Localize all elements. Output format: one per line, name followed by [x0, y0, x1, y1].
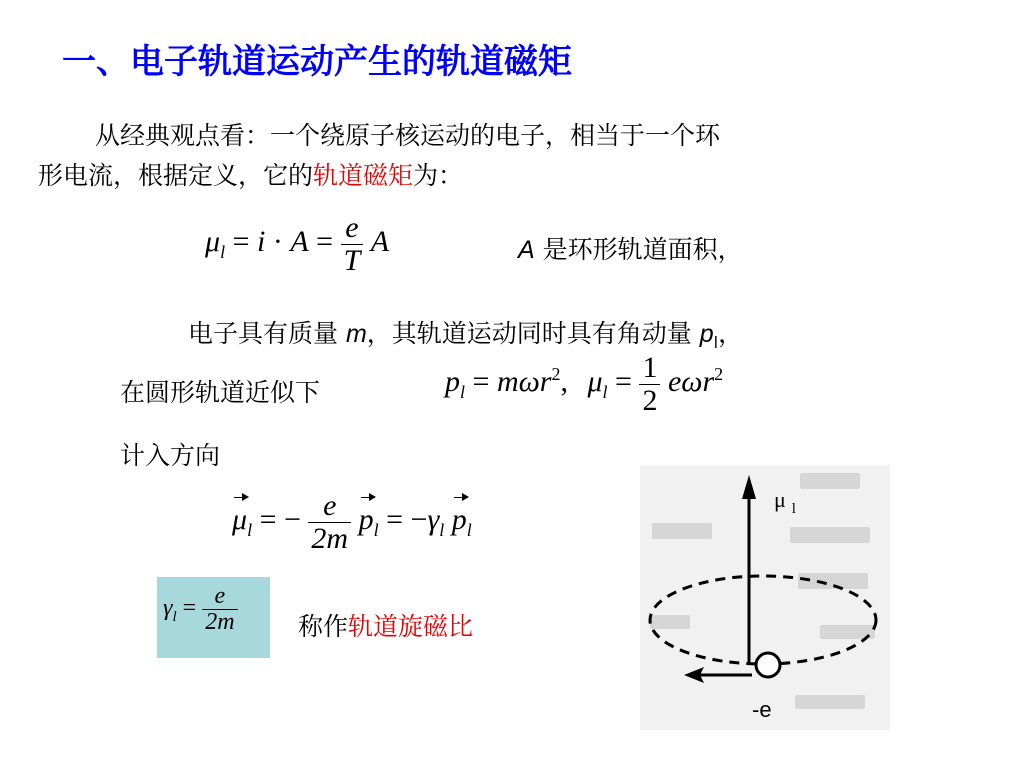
square-exponent: 2: [551, 363, 561, 384]
square-exponent: 2: [714, 363, 724, 384]
fraction-denominator: 2m: [311, 521, 349, 555]
charge-label: -e: [752, 697, 772, 722]
fraction-denominator: 2m: [205, 609, 235, 636]
fraction-denominator: T: [343, 243, 361, 277]
subscript-l: l: [602, 381, 608, 402]
subscript-l: l: [247, 519, 253, 540]
fraction-numerator: 1: [639, 352, 660, 385]
one-half-fraction: [639, 352, 660, 416]
area-note-text: 是环形轨道面积，: [534, 235, 743, 264]
current-symbol: i: [257, 224, 266, 258]
mass-symbol: m: [345, 320, 367, 348]
scan-background: [640, 465, 890, 730]
momentum-subscript: l: [713, 333, 719, 352]
caption-prefix: 称作: [298, 612, 349, 641]
circular-orbit-equations: [445, 352, 723, 416]
mass-sentence-middle: ，其轨道运动同时具有角动量: [366, 319, 700, 348]
e-over-T-fraction: [341, 212, 364, 276]
fraction-numerator: e: [341, 212, 364, 245]
fraction-numerator: e: [202, 584, 237, 610]
orbital-moment-highlight: 轨道磁矩: [313, 161, 414, 190]
mass-sentence-prefix: 电子具有质量: [188, 319, 346, 348]
equals-sign: =: [316, 224, 334, 258]
area-symbol: A: [290, 224, 309, 258]
subscript-l: l: [466, 519, 472, 540]
subscript-l: l: [373, 519, 379, 540]
mass-sentence-suffix: ，: [718, 319, 744, 348]
circular-approx-label: 在圆形轨道近似下: [120, 378, 321, 407]
orbit-diagram-svg: [640, 465, 890, 730]
momentum-vector: p: [358, 502, 374, 536]
orbit-diagram: [640, 465, 890, 730]
fraction-numerator: e: [308, 490, 351, 523]
area-note: [518, 232, 743, 268]
gyromagnetic-ratio-box: [157, 577, 270, 658]
momentum-vector: p: [451, 502, 467, 536]
gamma-symbol: γ: [163, 595, 173, 622]
equals-sign: =: [232, 224, 250, 258]
gyromagnetic-ratio-formula: [163, 584, 238, 635]
e-omega-r: eωr: [667, 364, 715, 398]
moment-label: μ $_l$: [774, 487, 796, 517]
vector-moment-equation: [232, 490, 472, 554]
mu-vector: μ: [232, 502, 248, 536]
intro-line-2: [38, 158, 463, 194]
mu-symbol: μ: [587, 364, 603, 398]
intro-line-2-prefix: 形电流，根据定义，它的: [38, 161, 314, 190]
direction-label: 计入方向: [120, 441, 221, 470]
equals-sign: =: [386, 502, 404, 536]
minus-sign: −: [410, 502, 428, 536]
fraction-denominator: 2: [642, 383, 658, 417]
equals-sign: =: [259, 502, 277, 536]
minus-sign: −: [284, 502, 301, 536]
area-symbol: A: [370, 224, 390, 258]
gyromagnetic-ratio-caption: [298, 609, 473, 645]
magnetic-moment-equation: [205, 212, 389, 276]
momentum-symbol: p: [445, 364, 460, 398]
m-omega-r: mωr: [496, 364, 552, 398]
e-over-2m-fraction: [308, 490, 351, 554]
subscript-l: l: [439, 519, 445, 540]
mu-symbol: μ: [205, 224, 221, 258]
momentum-symbol: p: [699, 320, 714, 348]
dot-operator: ·: [272, 224, 283, 258]
intro-line-2-suffix: 为：: [413, 161, 464, 190]
area-note-symbol: A: [518, 236, 535, 264]
page-title: 一、电子轨道运动产生的轨道磁矩: [62, 42, 572, 82]
electron-circle: [756, 653, 780, 677]
subscript-l: l: [220, 241, 226, 262]
intro-line-1: 从经典观点看：一个绕原子核运动的电子，相当于一个环: [95, 121, 721, 150]
subscript-l: l: [460, 381, 466, 402]
gamma-symbol: γ: [427, 502, 440, 536]
e-over-2m-fraction: [202, 584, 237, 635]
equals-sign: =: [615, 364, 632, 398]
comma: ,: [560, 364, 568, 398]
equals-sign: =: [472, 364, 490, 398]
subscript-l: l: [172, 609, 177, 625]
equals-sign: =: [182, 595, 197, 622]
gyromagnetic-ratio-highlight: 轨道旋磁比: [348, 612, 474, 641]
